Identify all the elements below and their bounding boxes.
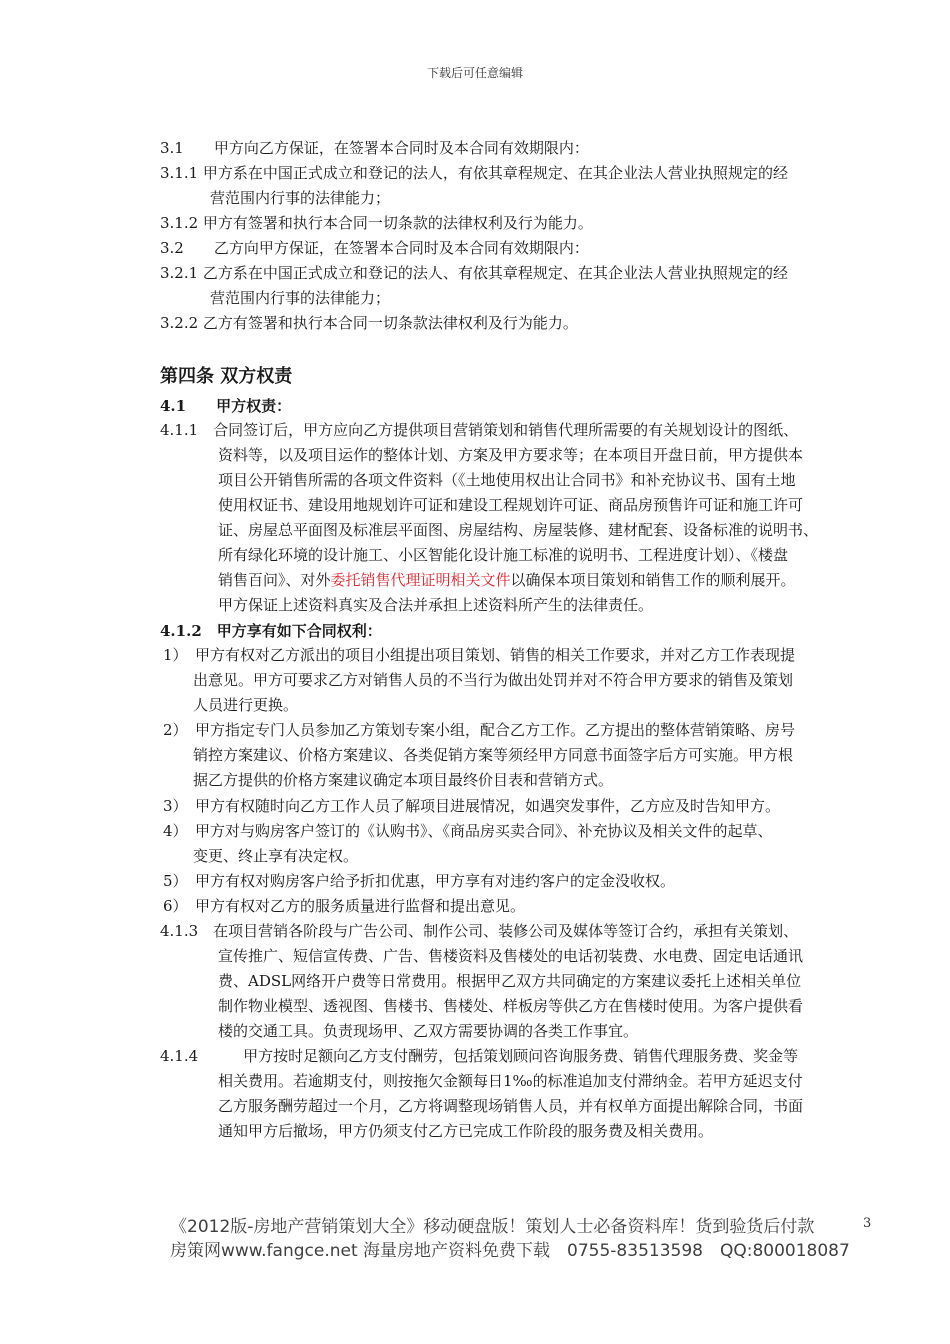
clause-4-1-1-cont: 甲方保证上述资料真实及合法并承担上述资料所产生的法律责任。 (218, 596, 654, 614)
clause-3-2-1: 3.2.1 乙方系在中国正式成立和登记的法人、有依其章程规定、在其企业法人营业执照规定的经 (160, 264, 788, 282)
right-item-2: 2） 甲方指定专门人员参加乙方策划专案小组，配合乙方工作。乙方提出的整体营销策略、房号 (163, 721, 796, 739)
clause-4-1-4-cont: 通知甲方后撤场，甲方仍须支付乙方已完成工作阶段的服务费及相关费用。 (218, 1122, 714, 1140)
clause-3-2-1-cont: 营范围内行事的法律能力； (210, 289, 391, 307)
right-item-2-cont: 销控方案建议、价格方案建议、各类促销方案等须经甲方同意书面签字后方可实施。甲方根 (193, 746, 794, 764)
right-item-2-cont: 据乙方提供的价格方案建议确定本项目最终价目表和营销方式。 (193, 771, 614, 789)
right-item-5: 5） 甲方有权对购房客户给予折扣优惠，甲方享有对违约客户的定金没收权。 (163, 872, 676, 890)
right-item-6: 6） 甲方有权对乙方的服务质量进行监督和提出意见。 (163, 897, 526, 915)
page-header: 下载后可任意编辑 (426, 66, 523, 80)
clause-4-1-3: 4.1.3 在项目营销各阶段与广告公司、制作公司、装修公司及媒体等签订合约，承担有关策划、 (160, 922, 799, 940)
clause-4-1-1-cont: 所有绿化环境的设计施工、小区智能化设计施工标准的说明书、工程进度计划）、《楼盘 (218, 546, 789, 564)
clause-4-1-4-cont: 乙方服务酬劳超过一个月，乙方将调整现场销售人员，并有权单方面提出解除合同，书面 (218, 1097, 804, 1115)
right-item-4: 4） 甲方对与购房客户签订的《认购书》、《商品房买卖合同》、补充协议及相关文件的起草、 (163, 822, 773, 840)
clause-3-1: 3.1 甲方向乙方保证，在签署本合同时及本合同有效期限内： (160, 139, 589, 157)
clause-3-2-2: 3.2.2 乙方有签署和执行本合同一切条款法律权利及行为能力。 (160, 314, 578, 332)
clause-4-1: 4.1 甲方权责： (160, 397, 292, 415)
clause-3-2: 3.2 乙方向甲方保证，在签署本合同时及本合同有效期限内： (160, 239, 589, 257)
page-number: 3 (863, 1216, 872, 1231)
clause-4-1-3-cont: 费、ADSL网络开户费等日常费用。根据甲乙双方共同确定的方案建议委托上述相关单位 (218, 972, 802, 990)
footer-ad-line-1: 《2012版-房地产营销策划大全》移动硬盘版！策划人士必备资料库！货到验货后付款 (170, 1217, 815, 1237)
clause-4-1-3-cont: 制作物业模型、透视图、售楼书、售楼处、样板房等供乙方在售楼时使用。为客户提供看 (218, 997, 804, 1015)
footer-ad-line-2: 房策网www.fangce.net 海量房地产资料免费下载 0755-83513598 QQ:800018087 (170, 1241, 850, 1261)
clause-4-1-3-cont: 楼的交通工具。负责现场甲、乙双方需要协调的各类工作事宜。 (218, 1022, 639, 1040)
clause-4-1-1-cont: 使用权证书、建设用地规划许可证和建设工程规划许可证、商品房预售许可证和施工许可 (218, 496, 804, 514)
right-item-1-cont: 人员进行更换。 (193, 696, 299, 714)
clause-3-1-1-cont: 营范围内行事的法律能力； (210, 189, 391, 207)
clause-4-1-1-cont: 证、房屋总平面图及标准层平面图、房屋结构、房屋装修、建材配套、设备标准的说明书、 (218, 521, 819, 539)
clause-4-1-2: 4.1.2 甲方享有如下合同权利： (160, 622, 382, 640)
right-item-1-cont: 出意见。甲方可要求乙方对销售人员的不当行为做出处罚并对不符合甲方要求的销售及策划 (193, 671, 794, 689)
right-item-4-cont: 变更、终止享有决定权。 (193, 847, 359, 865)
clause-3-1-2: 3.1.2 甲方有签署和执行本合同一切条款的法律权利及行为能力。 (160, 214, 593, 232)
clause-4-1-3-cont: 宣传推广、短信宣传费、广告、售楼资料及售楼处的电话初装费、水电费、固定电话通讯 (218, 947, 804, 965)
right-item-1: 1） 甲方有权对乙方派出的项目小组提出项目策划、销售的相关工作要求，并对乙方工作表现提 (163, 646, 796, 664)
highlighted-text: 委托销售代理证明相关文件 (330, 571, 511, 589)
clause-4-1-1-cont (218, 570, 796, 590)
text-run: 以确保本项目策划和销售工作的顺利展开。 (510, 571, 796, 589)
clause-4-1-1-cont: 资料等，以及项目运作的整体计划、方案及甲方要求等；在本项目开盘日前，甲方提供本 (218, 446, 804, 464)
clause-3-1-1: 3.1.1 甲方系在中国正式成立和登记的法人，有依其章程规定、在其企业法人营业执照规定的经 (160, 164, 788, 182)
clause-4-1-4: 4.1.4 甲方按时足额向乙方支付酬劳，包括策划顾问咨询服务费、销售代理服务费、奖金等 (160, 1047, 799, 1065)
clause-4-1-1-cont: 项目公开销售所需的各项文件资料（《土地使用权出让合同书》和补充协议书、国有土地 (218, 471, 796, 489)
clause-4-1-1: 4.1.1 合同签订后，甲方应向乙方提供项目营销策划和销售代理所需要的有关规划设计的图纸、 (160, 421, 799, 439)
section-heading-article-4: 第四条 双方权责 (160, 366, 293, 387)
clause-4-1-4-cont: 相关费用。若逾期支付，则按拖欠金额每日1‰的标准追加支付滞纳金。若甲方延迟支付 (218, 1072, 803, 1090)
text-run: 销售百问》、对外 (218, 571, 331, 589)
right-item-3: 3） 甲方有权随时向乙方工作人员了解项目进展情况，如遇突发事件，乙方应及时告知甲方。 (163, 797, 781, 815)
